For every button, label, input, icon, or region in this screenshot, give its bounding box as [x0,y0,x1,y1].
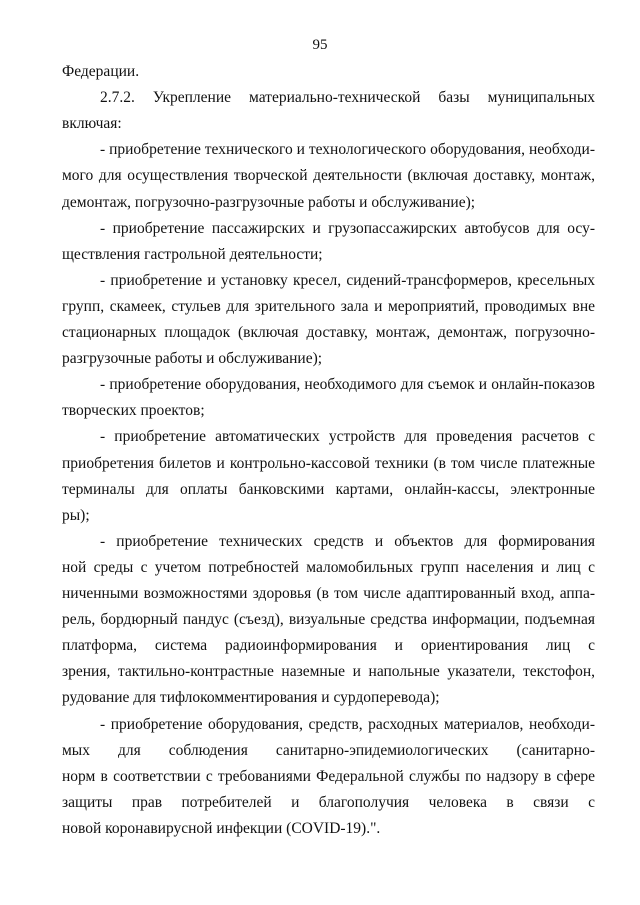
text-line: приобретения билетов и контрольно-кассовой техники (в том числе платежные [62,454,595,472]
text-line: терминалы для оплаты банковскими картами, онлайн-кассы, электронные [62,480,595,498]
text-line: ществления гастрольной деятельности; [62,245,323,263]
text-line: защиты прав потребителей и благополучия человека в связи с [62,793,595,811]
text-line: новой коронавирусной инфекции (COVID-19).". [62,819,381,837]
text-line: групп, скамеек, стульев для зрительного зала и мероприятий, проводимых вне [62,297,595,315]
text-line: демонтаж, погрузочно-разгрузочные работы и обслуживание); [62,193,476,211]
text-line: мого для осуществления творческой деятельности (включая доставку, монтаж, [62,167,595,185]
text-line: норм в соответствии с требованиями Федеральной службы по надзору в сфере [62,767,595,785]
text-line: - приобретение и установку кресел, сидений-трансформеров, кресельных [100,271,595,289]
text-line: рель, бордюрный пандус (съезд), визуальные средства информации, подъемная [62,611,595,629]
text-line: - приобретение технического и технологического оборудования, необходи- [100,141,595,159]
text-line: - приобретение пассажирских и грузопассажирских автобусов для осу- [100,219,595,237]
page-number: 95 [312,37,328,53]
text-line: творческих проектов; [62,402,205,420]
text-line: 2.7.2. Укрепление материально-технической базы муниципальных [100,89,595,107]
text-line: ниченными возможностями здоровья (в том числе адаптированный вход, аппа- [62,585,595,602]
text-line: - приобретение автоматических устройств для проведения расчетов с [100,428,595,446]
text-line: стационарных площадок (включая доставку, монтаж, демонтаж, погрузочно- [62,324,595,341]
text-line: мых для соблюдения санитарно-эпидемиологических (санитарно- [62,741,595,759]
text-line: ры); [62,506,90,524]
text-line: зрения, тактильно-контрастные наземные и напольные указатели, текстофон, [62,663,595,681]
text-line: включая: [62,115,122,133]
text-line: - приобретение оборудования, средств, расходных материалов, необходи- [100,715,595,733]
text-line: рудование для тифлокомментирования и сурдоперевода); [62,689,440,707]
text-line: - приобретение оборудования, необходимого для съемок и онлайн-показов [100,376,595,394]
text-line: разгрузочные работы и обслуживание); [62,350,323,368]
text-line: ной среды с учетом потребностей маломобильных групп населения и лиц с [62,558,595,576]
text-line: Федерации. [62,63,140,80]
text-line: платформа, система радиоинформирования и ориентирования лиц с [62,637,595,655]
text-line: - приобретение технических средств и объектов для формирования [100,532,595,550]
